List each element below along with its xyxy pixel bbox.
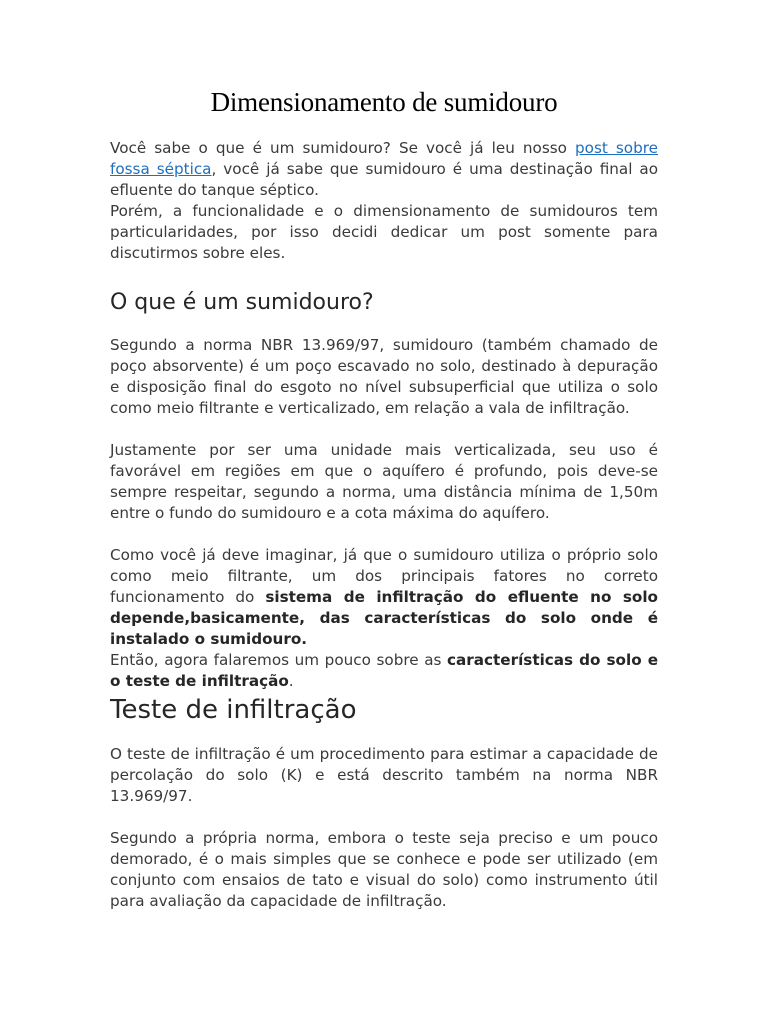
document-title: Dimensionamento de sumidouro — [210, 87, 558, 117]
paragraph-spacer — [110, 419, 658, 440]
paragraph-spacer — [110, 807, 658, 828]
section1-paragraph-1: Segundo a norma NBR 13.969/97, sumidouro (também chamado de poço absorvente) é um poço escavado no solo, destinado à depuração e disposição final do esgoto no nível subsuperficial que utiliza o solo como meio filtrante e verticalizado, em relação a vala de infiltração. — [110, 336, 658, 417]
intro-text-after-link: , você já sabe que sumidouro é uma destinação final ao efluente do tanque séptico. — [110, 160, 659, 199]
section1-p4-period: . — [288, 672, 294, 690]
section-heading-what-is: O que é um sumidouro? — [110, 290, 374, 315]
section1-p3-bold-text: sistema de infiltração do efluente no solo depende,basicamente, das características do solo onde é instalado o sumidouro. — [110, 588, 658, 648]
section2-paragraph-2: Segundo a própria norma, embora o teste seja preciso e um pouco demorado, é o mais simples que se conhece e pode ser utilizado (em conjunto com ensaios de tato e visual do solo) como instrumento útil para avaliação da capacidade de infiltração. — [110, 829, 658, 910]
section2-paragraph-1: O teste de infiltração é um procedimento para estimar a capacidade de percolação do solo (K) e está descrito também na norma NBR 13.969/97. — [110, 745, 658, 805]
intro-text-before-link: Você sabe o que é um sumidouro? Se você já leu nosso — [110, 139, 576, 157]
section1-p4-text: Então, agora falaremos um pouco sobre as — [110, 651, 448, 669]
intro-paragraph-1 — [110, 138, 658, 201]
document-page — [110, 84, 658, 912]
section1-paragraph-4 — [110, 650, 658, 692]
section1-p3-text: Como você já deve imaginar, já que o sumidouro utiliza o próprio solo como meio filtrante, um dos principais fatores no correto funcionamento do — [110, 546, 658, 606]
section1-paragraph-3 — [110, 545, 658, 650]
fossa-septica-post-link[interactable]: post sobre fossa séptica — [110, 139, 658, 178]
section1-paragraph-2: Justamente por ser uma unidade mais verticalizada, seu uso é favorável em regiões em que o aquífero é profundo, pois deve-se sempre respeitar, segundo a norma, uma distância mínima de 1,50m entre o fundo do sumidouro e a cota máxima do aquífero. — [110, 441, 658, 522]
section1-p4-bold-text: características do solo e o teste de infiltração — [110, 651, 658, 690]
section-heading-infiltration-test: Teste de infiltração — [110, 695, 357, 725]
intro-paragraph-2: Porém, a funcionalidade e o dimensionamento de sumidouros tem particularidades, por isso decidi dedicar um post somente para discutirmos sobre eles. — [110, 202, 658, 262]
paragraph-spacer — [110, 524, 658, 545]
